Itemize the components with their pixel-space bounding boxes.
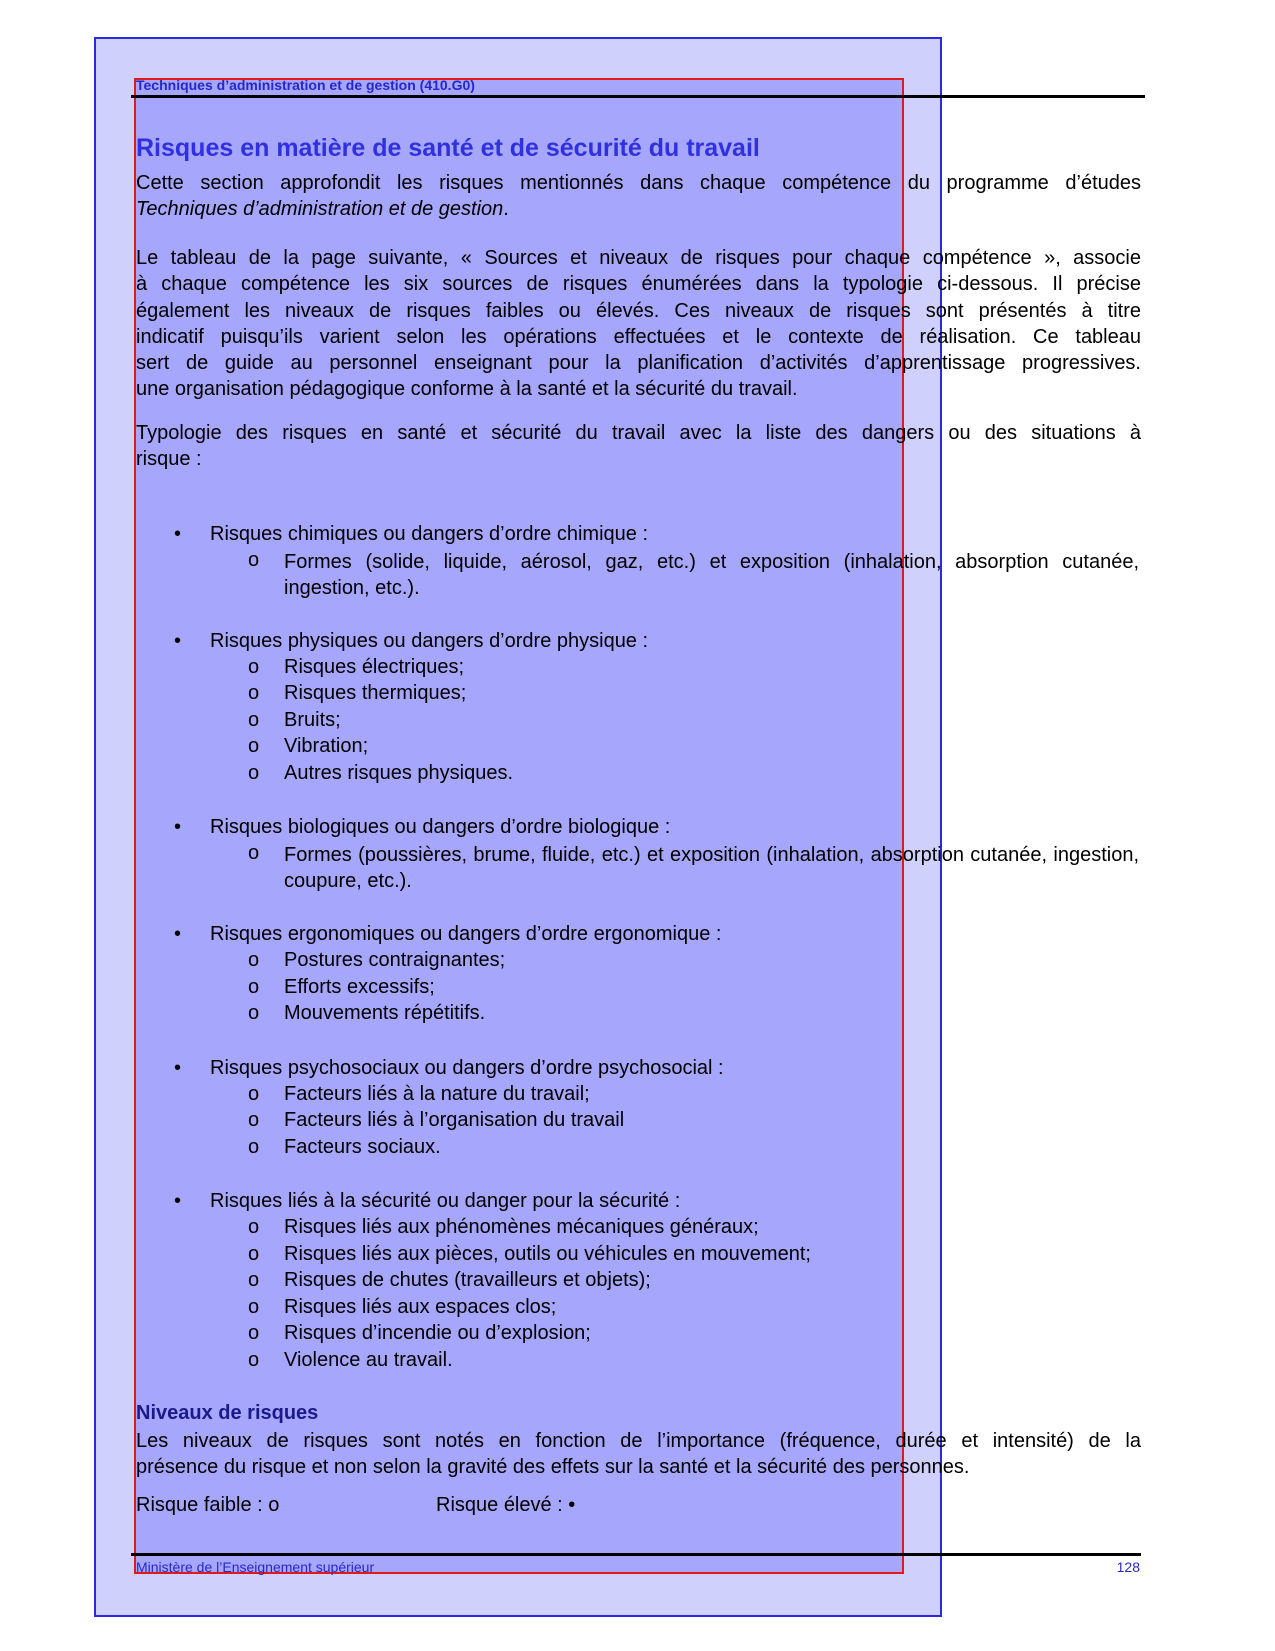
risk-group-label: Risques liés à la sécurité ou danger pour la sécurité :	[210, 1190, 681, 1212]
sub-bullet-icon: o	[248, 1322, 260, 1344]
bullet-icon: •	[174, 816, 182, 838]
sub-bullet-icon: o	[248, 656, 260, 678]
sub-bullet-icon: o	[248, 842, 260, 864]
risk-item-label: Risques électriques;	[284, 656, 465, 678]
risk-item-label: Risques liés aux pièces, outils ou véhicules en mouvement;	[284, 1243, 811, 1265]
sub-bullet-icon: o	[248, 1349, 260, 1371]
legend-low-risk: Risque faible : o	[136, 1494, 280, 1516]
paragraph-line: risque :	[136, 448, 202, 471]
risk-group-label: Risques ergonomiques ou dangers d’ordre ergonomique :	[210, 923, 722, 945]
sub-bullet-icon: o	[248, 1269, 260, 1291]
footer-rule	[131, 1553, 1141, 1556]
header-rule	[131, 95, 1145, 98]
intro-line-1	[136, 170, 1141, 196]
table-description-paragraph	[136, 245, 1141, 403]
paragraph-line: Les niveaux de risques sont notés en fonction de l’importance (fréquence, durée et intensité) de la	[136, 1430, 1141, 1452]
sub-bullet-icon: o	[248, 709, 260, 731]
page-number: 128	[1116, 1559, 1140, 1575]
risk-item-label: Vibration;	[284, 735, 369, 757]
sub-bullet-icon: o	[248, 976, 260, 998]
paragraph-line: sert de guide au personnel enseignant pour la planification d’activités d’apprentissage progressives.	[136, 352, 1141, 375]
paragraph-line: une organisation pédagogique conforme à la santé et la sécurité du travail.	[136, 378, 798, 401]
bullet-icon: •	[174, 630, 182, 652]
paragraph-line: présence du risque et non selon la gravité des effets sur la santé et la sécurité des personnes.	[136, 1456, 970, 1479]
intro-program-name: Techniques d’administration et de gestion	[136, 198, 504, 221]
levels-paragraph	[136, 1428, 1141, 1481]
sub-bullet-icon: o	[248, 949, 260, 971]
sub-bullet-icon: o	[248, 762, 260, 784]
risk-item-label: Efforts excessifs;	[284, 976, 435, 998]
risk-item-label: Risques thermiques;	[284, 682, 467, 704]
sub-bullet-icon: o	[248, 1109, 260, 1131]
intro-line-2	[136, 196, 1141, 222]
risk-item-label: Bruits;	[284, 709, 341, 731]
risk-item-label: Postures contraignantes;	[284, 949, 506, 971]
bullet-icon: •	[174, 523, 182, 545]
sub-bullet-icon: o	[248, 1216, 260, 1238]
bullet-icon: •	[174, 1190, 182, 1212]
risk-group-label: Risques biologiques ou dangers d’ordre biologique :	[210, 816, 671, 838]
intro-end: .	[503, 198, 509, 221]
risk-item-label: Risques liés aux espaces clos;	[284, 1296, 557, 1318]
footer-ministry: Ministère de l’Enseignement supérieur	[136, 1559, 375, 1575]
bullet-icon: •	[174, 1057, 182, 1079]
running-header: Techniques d’administration et de gestion (410.G0)	[136, 77, 475, 93]
intro-text: Cette section approfondit les risques mentionnés dans chaque compétence du programme d’études	[136, 172, 1141, 194]
paragraph-line: Typologie des risques en santé et sécurité du travail avec la liste des dangers ou des situations à	[136, 422, 1141, 444]
risk-item-label: Facteurs sociaux.	[284, 1136, 441, 1158]
sub-bullet-icon: o	[248, 1243, 260, 1265]
paragraph-line: indicatif puisqu’ils varient selon les opérations effectuées et le contexte de réalisation. Ce tableau	[136, 325, 1141, 348]
risk-item-label: Formes (solide, liquide, aérosol, gaz, etc.) et exposition (inhalation, absorption cutanée, ingestion, etc.).	[284, 551, 1139, 600]
risk-group-label: Risques psychosociaux ou dangers d’ordre psychosocial :	[210, 1057, 724, 1079]
sub-bullet-icon: o	[248, 1002, 260, 1024]
sub-bullet-icon: o	[248, 735, 260, 757]
legend-high-risk: Risque élevé : •	[436, 1494, 576, 1516]
risk-item-label: Violence au travail.	[284, 1349, 453, 1371]
sub-bullet-icon: o	[248, 682, 260, 704]
sub-bullet-icon: o	[248, 549, 260, 571]
risk-item-label: Mouvements répétitifs.	[284, 1002, 486, 1024]
typology-intro	[136, 420, 1141, 473]
risk-group-label: Risques physiques ou dangers d’ordre physique :	[210, 630, 649, 652]
risk-item-label: Risques de chutes (travailleurs et objets);	[284, 1269, 651, 1291]
risk-item-label: Facteurs liés à la nature du travail;	[284, 1083, 590, 1105]
risk-item-label: Risques liés aux phénomènes mécaniques généraux;	[284, 1216, 759, 1238]
paragraph-line: également les niveaux de risques faibles ou élevés. Ces niveaux de risques sont présentés à titre	[136, 299, 1141, 322]
section-title: Risques en matière de santé et de sécurité du travail	[136, 134, 760, 162]
risk-item-label: Facteurs liés à l’organisation du travail	[284, 1109, 625, 1131]
intro-paragraph	[136, 170, 1141, 223]
bullet-icon: •	[174, 923, 182, 945]
levels-heading: Niveaux de risques	[136, 1402, 319, 1424]
paragraph-line: Le tableau de la page suivante, « Sources et niveaux de risques pour chaque compétence », associe	[136, 247, 1141, 269]
sub-bullet-icon: o	[248, 1136, 260, 1158]
risk-group-label: Risques chimiques ou dangers d’ordre chimique :	[210, 523, 649, 545]
paragraph-line: à chaque compétence les six sources de risques énumérées dans la typologie ci-dessous. Il précise	[136, 273, 1141, 296]
sub-bullet-icon: o	[248, 1296, 260, 1318]
risk-item-label: Autres risques physiques.	[284, 762, 514, 784]
sub-bullet-icon: o	[248, 1083, 260, 1105]
risk-item-label: Risques d’incendie ou d’explosion;	[284, 1322, 591, 1344]
risk-item-label: Formes (poussières, brume, fluide, etc.) et exposition (inhalation, absorption cutanée, ingestion, coupure, etc.).	[284, 844, 1139, 893]
